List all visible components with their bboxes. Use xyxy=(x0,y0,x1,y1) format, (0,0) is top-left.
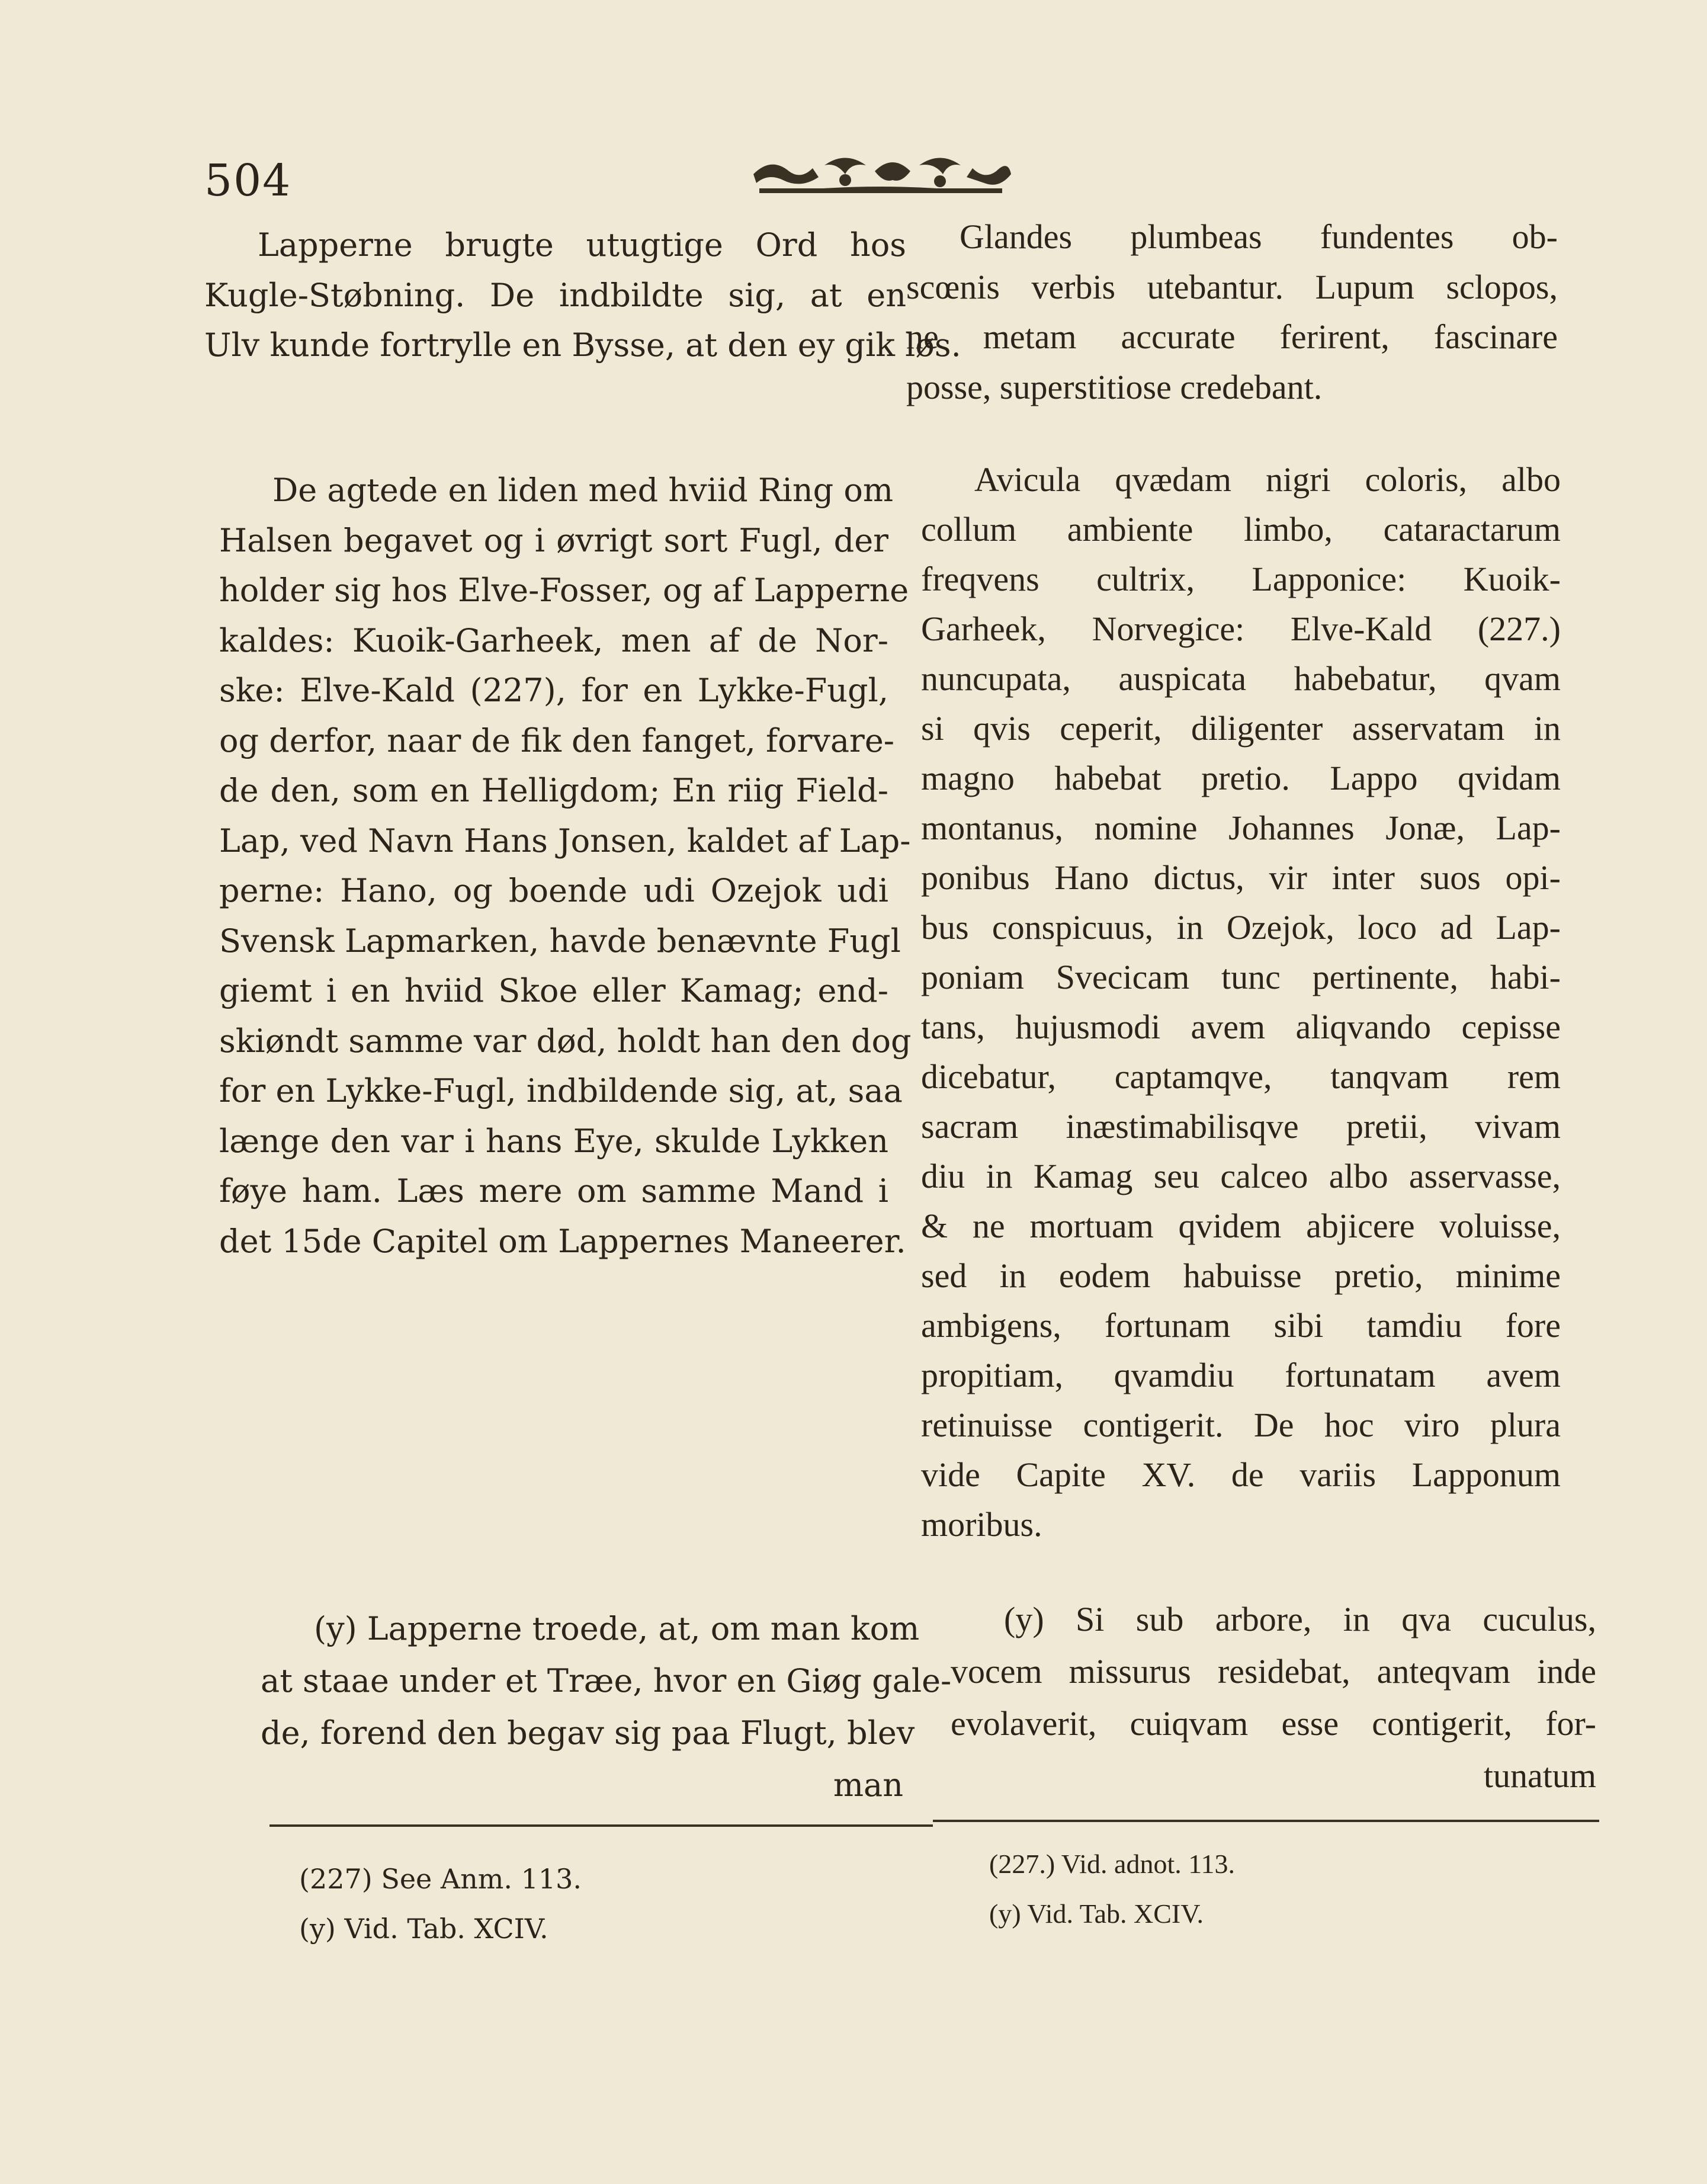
right-intro-paragraph: Glandes plumbeas fundentes ob- scœnis verbis utebantur. Lupum sclopos, ne metam accurate ferirent, fascinare posse, superstitiose credebant. xyxy=(906,217,1558,406)
left-note-227: (227) See Anm. 113. xyxy=(299,1863,582,1895)
right-footnote-y: (y) Si sub arbore, in qva cuculus, vocem missurus residebat, anteqvam inde evolaverit, cuiqvam esse contigerit, for- tunatum xyxy=(951,1593,1596,1802)
left-column-danish xyxy=(204,220,961,371)
footnote-rule-left xyxy=(269,1824,933,1827)
ornament-headpiece-icon xyxy=(747,145,1014,198)
left-intro-paragraph: Lapperne brugte utugtige Ord hos Kugle-Støbning. De indbildte sig, at en Ulv kunde fortrylle en Bysse, at den ey gik løs. xyxy=(204,226,961,364)
left-note-y: (y) Vid. Tab. XCIV. xyxy=(299,1913,548,1945)
left-main-paragraph: De agtede en liden med hviid Ring om Halsen begavet og i øvrigt sort Fugl, der holder sig hos Elve-Fosser, og af Lapperne kaldes: Kuoik-Garheek, men af de Nor- ske: Elve-Kald (227), for en Lykke-Fugl, og derfor, naar de fik den fanget, forvare- de den, som en Helligdom; En riig Field- Lap, ved Navn Hans Jonsen, kaldet af Lap- perne: Hano, og boende udi Ozejok udi Svensk Lapmarken, havde benævnte Fugl giemt i en hviid Skoe eller Kamag; end- skiøndt samme var død, holdt han den dog for en Lykke-Fugl, indbildende sig, at, saa længe den var i hans Eye, skulde Lykken føye ham. Læs mere om samme Mand i det 15de Capitel om Lappernes Maneerer. xyxy=(219,472,912,1260)
left-catchword: man xyxy=(833,1766,903,1804)
page-number: 504 xyxy=(204,155,292,206)
right-notes xyxy=(989,1839,1581,1939)
right-note-227: (227.) Vid. adnot. 113. xyxy=(989,1849,1236,1879)
right-catchword: tunatum xyxy=(1483,1756,1596,1795)
right-main-paragraph: Avicula qvædam nigri coloris, albo collum ambiente limbo, cataractarum freqvens cultrix, Lapponice: Kuoik- Garheek, Norvegice: Elve-Kald (227.) nuncupata, auspicata habebatur, qvam si qvis ceperit, diligenter asservatam in magno habebat pretio. Lappo qvidam montanus, nomine Johannes Jonæ, Lap- ponibus Hano dictus, vir inter suos opi- bus conspicuus, in Ozejok, loco ad Lap- poniam Svecicam tunc pertinente, habi- tans, hujusmodi avem aliqvando cepisse dicebatur, captamqve, tanqvam rem sacram inæstimabilisqve pretii, vivam diu in Kamag seu calceo albo asservasse, & ne mortuam qvidem abjicere voluisse, sed in eodem habuisse pretio, minime ambigens, fortunam sibi tamdiu fore propitiam, qvamdiu fortunatam avem retinuisse contigerit. De hoc viro plura vide Capite XV. de variis Lapponum moribus. xyxy=(921,460,1561,1544)
left-notes xyxy=(299,1854,891,1954)
right-note-y: (y) Vid. Tab. XCIV. xyxy=(989,1898,1204,1929)
left-footnote-y: (y) Lapperne troede, at, om man kom at staae under et Træe, hvor en Giøg gale- de, forend den begav sig paa Flugt, blev man xyxy=(261,1603,903,1811)
footnote-rule-right xyxy=(933,1820,1599,1822)
